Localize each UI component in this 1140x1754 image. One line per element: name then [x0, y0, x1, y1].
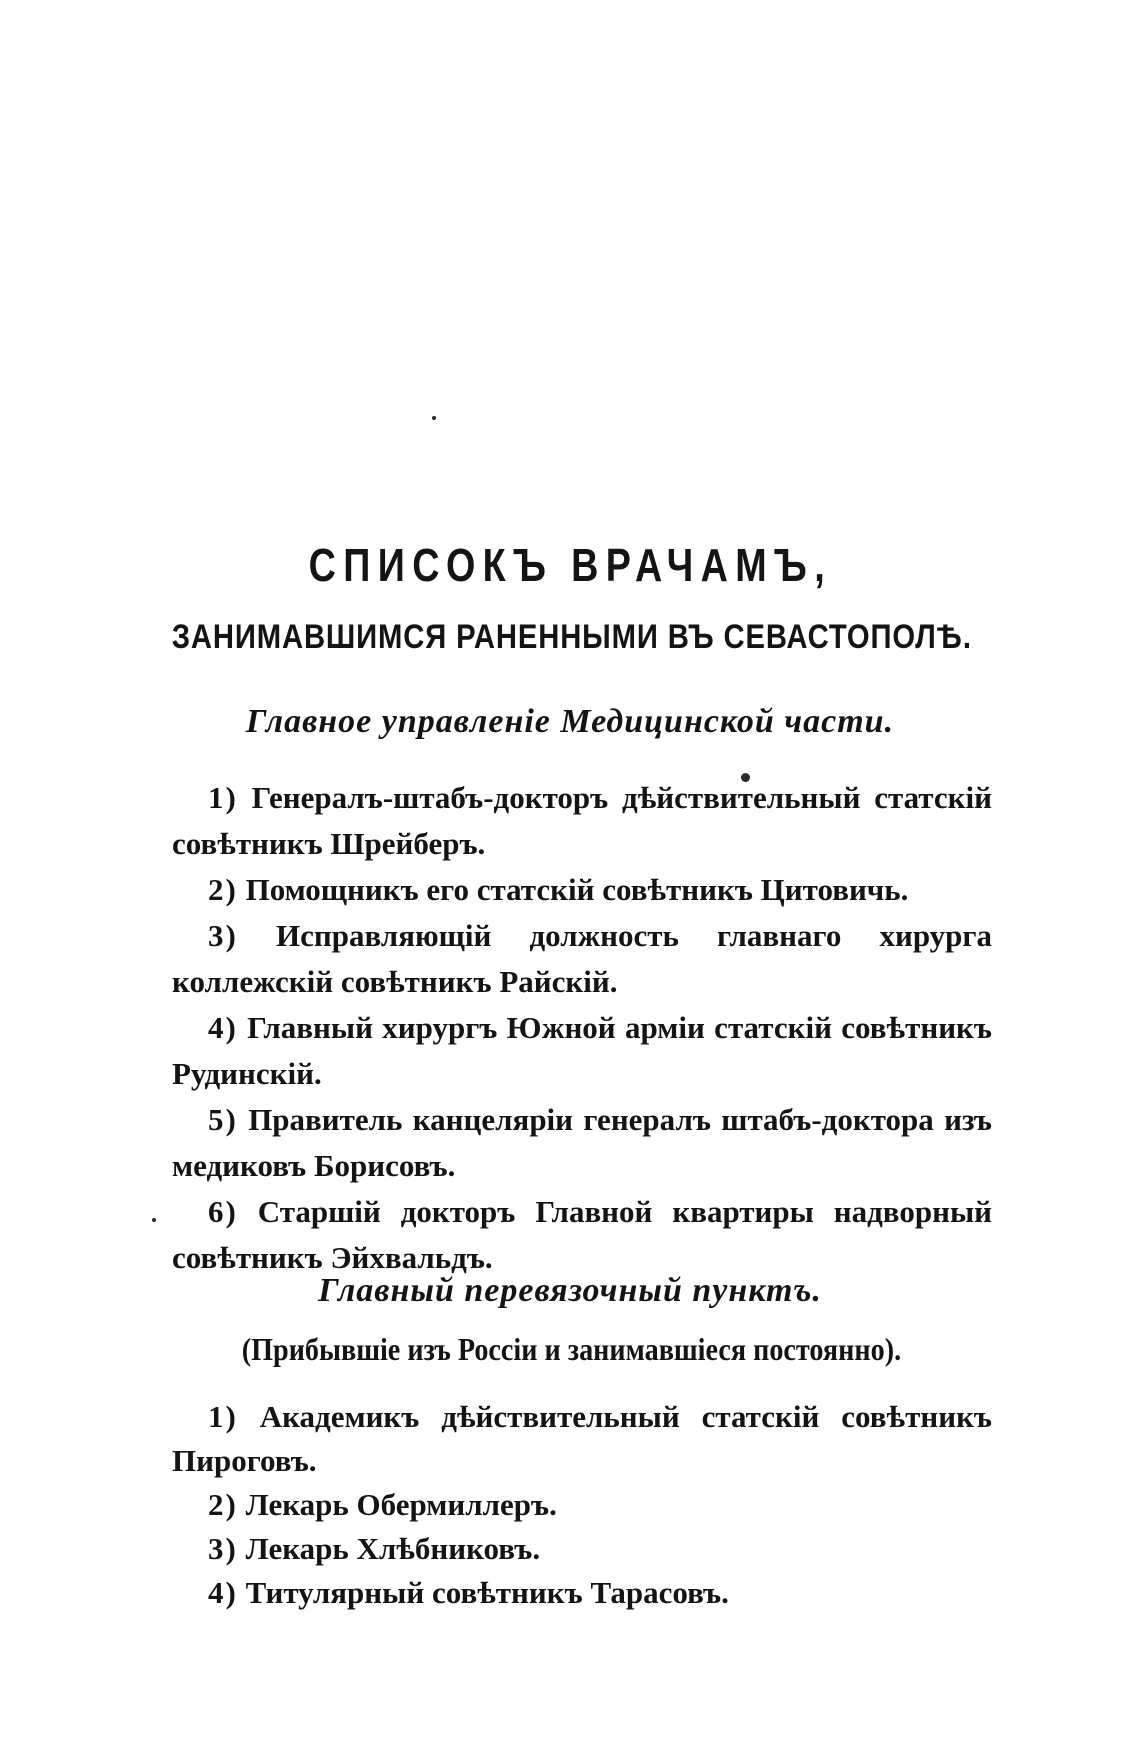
item-text: Правитель канцеляріи генералъ штабъ-доктора изъ медиковъ Борисовъ.	[172, 1102, 992, 1183]
item-number: 4)	[208, 1575, 238, 1610]
ink-speck	[432, 416, 436, 420]
list-item	[172, 1097, 992, 1189]
item-number: 2)	[208, 872, 238, 907]
item-number: 2)	[208, 1487, 238, 1522]
list-item	[172, 1571, 992, 1615]
doctor-list-medical-administration	[172, 775, 992, 1281]
item-number: 6)	[208, 1194, 238, 1229]
item-number: 3)	[208, 1531, 238, 1566]
item-number: 4)	[208, 1010, 238, 1045]
page-subtitle: ЗАНИМАВШИМСЯ РАНЕННЫМИ ВЪ СЕВАСТОПОЛѢ.	[171, 618, 972, 656]
item-text: Главный хирургъ Южной арміи статскій совѣтникъ Рудинскій.	[172, 1010, 992, 1091]
ink-speck	[152, 1218, 156, 1222]
list-item	[172, 1189, 992, 1281]
item-number: 5)	[208, 1102, 238, 1137]
item-text: Старшій докторъ Главной квартиры надворный совѣтникъ Эйхвальдъ.	[172, 1194, 993, 1275]
list-item	[172, 1005, 992, 1097]
list-item	[172, 867, 992, 913]
item-text: Академикъ дѣйствительный статскій совѣтникъ Пироговъ.	[172, 1399, 992, 1478]
list-item	[172, 775, 992, 867]
list-item	[172, 1527, 992, 1571]
page-title: СПИСОКЪ ВРАЧАМЪ,	[308, 539, 833, 591]
item-text: Лекарь Хлѣбниковъ.	[245, 1531, 541, 1566]
section-heading-medical-administration: Главное управленіе Медицинской части.	[245, 703, 895, 740]
item-number: 3)	[208, 918, 238, 953]
item-text: Лекарь Обермиллеръ.	[245, 1487, 557, 1522]
item-text: Помощникъ его статскій совѣтникъ Цитовичь.	[245, 872, 909, 907]
item-text: Исправляющій должность главнаго хирурга коллежскій совѣтникъ Райскій.	[172, 918, 992, 999]
list-item	[172, 913, 992, 1005]
list-item	[172, 1483, 992, 1527]
section-note: (Прибывшіе изъ Россіи и занимавшіеся постоянно).	[241, 1331, 902, 1367]
item-text: Титулярный совѣтникъ Тарасовъ.	[245, 1575, 729, 1610]
item-number: 1)	[208, 1399, 238, 1434]
doctor-list-dressing-station	[172, 1395, 992, 1615]
item-text: Генералъ-штабъ-докторъ дѣйствительный статскій совѣтникъ Шрейберъ.	[172, 780, 992, 861]
item-number: 1)	[208, 780, 238, 815]
section-heading-dressing-station: Главный перевязочный пунктъ.	[318, 1272, 822, 1309]
list-item	[172, 1395, 992, 1483]
